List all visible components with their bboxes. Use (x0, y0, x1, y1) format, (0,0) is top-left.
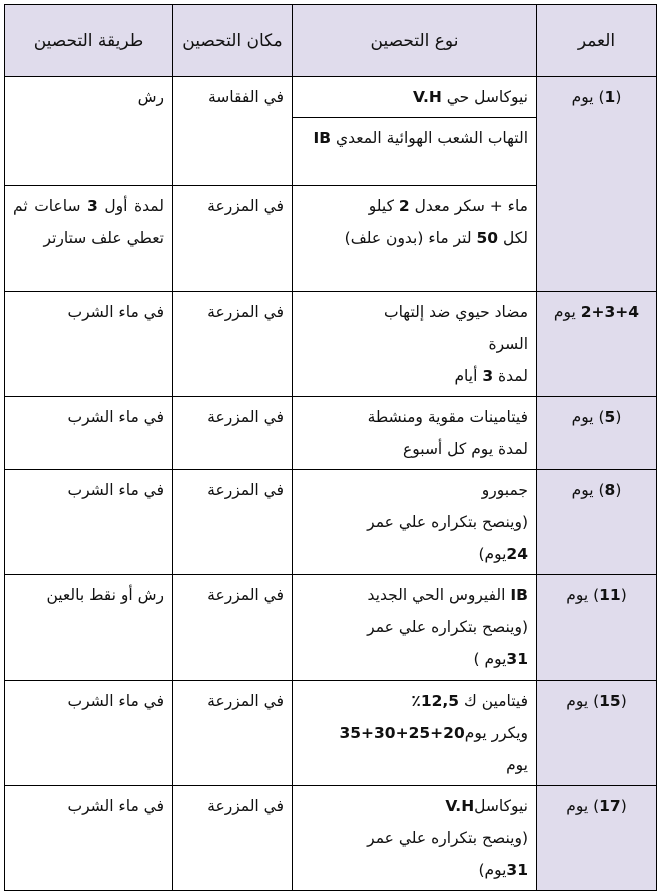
vaccine-line: 31يوم) (478, 861, 528, 879)
vaccine-line: IB الفيروس الحي الجديد (367, 586, 528, 604)
vaccine-line: نيوكاسلV.H (445, 797, 528, 815)
method-cell: رش أو نقط بالعين (5, 575, 173, 681)
method-cell: في ماء الشرب (5, 681, 173, 786)
vaccine-line: 31يوم ) (473, 650, 528, 668)
age-cell: (15) يوم (537, 681, 657, 786)
vaccine-line: لكل 50 لتر ماء (بدون علف) (344, 229, 528, 247)
place-cell: في المزرعة (173, 681, 293, 786)
place-cell: في المزرعة (173, 292, 293, 397)
table-row (5, 575, 657, 681)
vaccine-cell (293, 186, 537, 292)
table-row (5, 786, 657, 891)
vaccine-cell (293, 575, 537, 681)
header-vaccine-type: نوع التحصين (293, 5, 537, 77)
vaccine-cell (293, 786, 537, 891)
table-row (5, 397, 657, 470)
table-row (5, 292, 657, 397)
vaccine-line: فيتامينات مقوية ومنشطة (367, 408, 528, 426)
age-cell: 2+3+4 يوم (537, 292, 657, 397)
vaccine-line: السرة (488, 335, 528, 353)
vaccination-schedule-table (4, 4, 657, 891)
place-cell: في المزرعة (173, 397, 293, 470)
vaccine-line: (وينصح بتكراره علي عمر (367, 829, 528, 847)
vaccine-line: (وينصح بتكراره علي عمر (367, 513, 528, 531)
age-cell: (17) يوم (537, 786, 657, 891)
vaccine-line: فيتامين ك 12,5٪ (411, 692, 528, 710)
vaccine-cell (293, 77, 537, 118)
header-method: طريقة التحصين (5, 5, 173, 77)
age-cell: (11) يوم (537, 575, 657, 681)
place-cell: في المزرعة (173, 786, 293, 891)
vaccine-line: (وينصح بتكراره علي عمر (367, 618, 528, 636)
table-row (5, 77, 657, 118)
method-cell: في ماء الشرب (5, 470, 173, 575)
vaccine-line: مضاد حيوي ضد إلتهاب (383, 303, 528, 321)
method-cell: لمدة أول 3 ساعات ثم تعطي علف ستارتر (5, 186, 173, 292)
vaccine-line: ويكرر يوم20+25+30+35 (339, 724, 528, 742)
header-age: العمر (537, 5, 657, 77)
age-cell: (8) يوم (537, 470, 657, 575)
place-cell: في الفقاسة (173, 77, 293, 186)
header-place: مكان التحصين (173, 5, 293, 77)
age-cell: (1) يوم (537, 77, 657, 292)
method-cell: في ماء الشرب (5, 397, 173, 470)
age-cell: (5) يوم (537, 397, 657, 470)
method-cell: رش (5, 77, 173, 186)
method-cell: في ماء الشرب (5, 786, 173, 891)
vaccine-cell (293, 397, 537, 470)
vaccine-line: جمبورو (481, 481, 528, 499)
place-cell: في المزرعة (173, 470, 293, 575)
vaccine-cell (293, 118, 537, 186)
vaccine-cell (293, 681, 537, 786)
vaccine-line: 24يوم) (478, 545, 528, 563)
place-cell: في المزرعة (173, 186, 293, 292)
vaccine-line: لمدة يوم كل أسبوع (403, 440, 528, 458)
place-cell: في المزرعة (173, 575, 293, 681)
vaccine-cell (293, 470, 537, 575)
table-row (5, 470, 657, 575)
vaccine-line: لمدة 3 أيام (454, 367, 528, 385)
vaccine-line: التهاب الشعب الهوائية المعدي IB (313, 129, 528, 147)
header-row (5, 5, 657, 77)
table-row (5, 681, 657, 786)
vaccine-cell (293, 292, 537, 397)
vaccine-line: ماء + سكر معدل 2 كيلو (368, 197, 528, 215)
vaccine-line: نيوكاسل حي V.H (412, 88, 528, 106)
vaccine-line: يوم (506, 756, 528, 774)
method-cell: في ماء الشرب (5, 292, 173, 397)
